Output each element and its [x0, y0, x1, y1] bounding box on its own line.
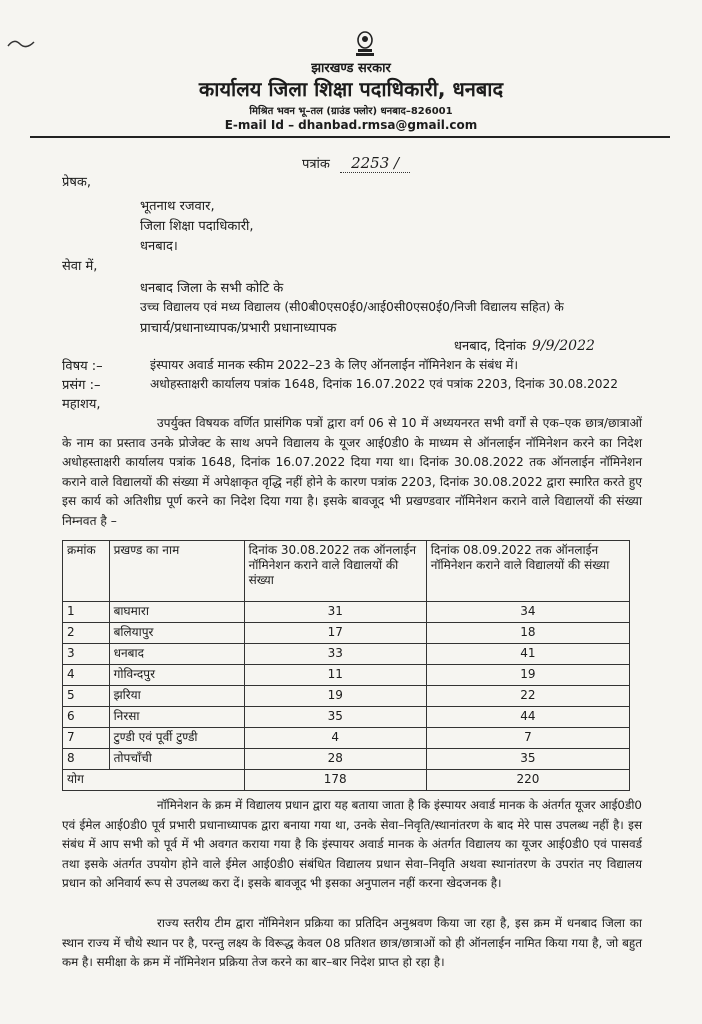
table-row [63, 623, 630, 644]
cell-serial: 1 [63, 602, 110, 623]
header-divider [30, 136, 670, 138]
total-label: योग [63, 770, 245, 791]
cell-serial: 8 [63, 749, 110, 770]
paragraph-3: राज्य स्तरीय टीम द्वारा नॉमिनेशन प्रक्रिया का प्रतिदिन अनुश्रवण किया जा रहा है, इस क्रम में धनबाद जिला का स्थान राज्य में चौथे स्थान पर है, परन्तु लक्ष्य के विरूद्ध केवल 08 प्रतिशत छात्र/छात्राओं को ही ऑनलाईन नामित किया गया है, जो बहुत कम है। समीक्षा के क्रम में नॉमिनेशन प्रक्रिया तेज करने का बार–बार निदेश प्राप्त हो रहा है। [62, 916, 642, 970]
cell-serial: 3 [63, 644, 110, 665]
cell-count-2: 44 [426, 707, 629, 728]
header-block-name: प्रखण्ड का नाम [109, 541, 244, 602]
subject-label: विषय :– [62, 359, 103, 374]
recipient-label: सेवा में, [62, 259, 98, 274]
letter-number-value: 2253 / [340, 154, 410, 173]
cell-block: धनबाद [109, 644, 244, 665]
table-row [63, 686, 630, 707]
cell-count-1: 28 [244, 749, 426, 770]
salutation: महाशय, [62, 397, 101, 412]
date-label: धनबाद, दिनांक [454, 339, 527, 354]
recipient-line-2: उच्च विद्यालय एवं मध्य विद्यालय (सी0बी0एस0ई0/आई0सी0एस0ई0/निजी विद्यालय सहित) के [140, 300, 564, 314]
office-email [0, 118, 702, 132]
cell-count-1: 33 [244, 644, 426, 665]
cell-block: निरसा [109, 707, 244, 728]
emblem-icon [352, 30, 378, 58]
cell-serial: 7 [63, 728, 110, 749]
table-row [63, 707, 630, 728]
cell-count-2: 18 [426, 623, 629, 644]
cell-count-2: 7 [426, 728, 629, 749]
cell-serial: 4 [63, 665, 110, 686]
table-total-row [63, 770, 630, 791]
header-count-30-08: दिनांक 30.08.2022 तक ऑनलाईन नॉमिनेशन कराने वाले विद्यालयों की संख्या [244, 541, 426, 602]
letter-number-label: पत्रांक [302, 157, 330, 172]
cell-block: गोविन्दपुर [109, 665, 244, 686]
cell-serial: 2 [63, 623, 110, 644]
cell-block: तोपचाँची [109, 749, 244, 770]
reference-label: प्रसंग :– [62, 378, 101, 393]
sender-designation: जिला शिक्षा पदाधिकारी, [140, 219, 254, 234]
table-row [63, 749, 630, 770]
header-count-08-09: दिनांक 08.09.2022 तक ऑनलाईन नॉमिनेशन कराने वाले विद्यालयों की संख्या [426, 541, 629, 602]
cell-count-2: 41 [426, 644, 629, 665]
office-title: कार्यालय जिला शिक्षा पदाधिकारी, धनबाद [198, 77, 504, 101]
cell-count-1: 31 [244, 602, 426, 623]
letter-date [454, 336, 595, 354]
office-address: मिश्रित भवन भू–तल (ग्राउंड फ्लोर) धनबाद–826001 [249, 106, 453, 117]
cell-block: झरिया [109, 686, 244, 707]
cell-serial: 5 [63, 686, 110, 707]
paragraph-2: नॉमिनेशन के क्रम में विद्यालय प्रधान द्वारा यह बताया जाता है कि इंस्पायर अवार्ड मानक के अंतर्गत यूजर आई0डी0 एवं ईमेल आई0डी0 पूर्व प्रभारी प्रधानाध्यापक द्वारा बनाया गया था, उनके सेवा–निवृति/स्थानांतरण के बाद मेरे पास उपलब्ध नहीं है। इस संबंध में आप सभी को पूर्व में भी अवगत कराया गया है कि इंस्पायर अवार्ड मानक के अंतर्गत विद्यालय का यूजर आई0डी0 एवं पासवर्ड तथा इसके अंतर्गत उपयोग होने वाले ईमेल आई0डी0 संबंधित विद्यालय प्रधान सेवा–निवृति अथवा स्थानांतरण के उपरांत नए विद्यालय प्रधान को अनिवार्य रूप से उपलब्ध करा दें। इसके बावजूद भी इसका अनुपालन नहीं करना खेदजनक है। [62, 798, 642, 891]
cell-count-1: 35 [244, 707, 426, 728]
cell-count-1: 17 [244, 623, 426, 644]
handwritten-mark-icon [6, 36, 36, 50]
table-row [63, 665, 630, 686]
table-row [63, 602, 630, 623]
subject-text: इंस्पायर अवार्ड मानक स्कीम 2022–23 के लिए ऑनलाईन नॉमिनेशन के संबंध में। [150, 357, 519, 372]
cell-serial: 6 [63, 707, 110, 728]
recipient-line-3: प्राचार्य/प्रधानाध्यापक/प्रभारी प्रधानाध्यापक [140, 321, 337, 336]
paragraph-1: उपर्युक्त विषयक वर्णित प्रासंगिक पत्रों द्वारा वर्ग 06 से 10 में अध्ययनरत सभी वर्गों से एक–एक छात्र/छात्राओं के नाम का प्रस्ताव उनके प्रोजेक्ट के साथ अपने विद्यालय के यूजर आई0डी0 के माध्यम से ऑनलाईन नॉमिनेशन करने का निदेश अधोहस्ताक्षरी कार्यालय पत्रांक 1648, दिनांक 16.07.2022 दिया गया था। दिनांक 30.08.2022 तक ऑनलाईन नॉमिनेशन कराने वाले विद्यालयों की संख्या में अपेक्षाकृत वृद्धि नहीं होने के कारण पत्रांक 2203, दिनांक 30.08.2022 द्वारा स्मारित करते हुए इस कार्य को अतिशीघ्र पूर्ण करने का निदेश दिया गया है। इसके बावजूद भी प्रखण्डवार नॉमिनेशन कराने वाले विद्यालयों की संख्या निम्नवत है – [62, 416, 642, 528]
reference-text: अधोहस्ताक्षरी कार्यालय पत्रांक 1648, दिनांक 16.07.2022 एवं पत्रांक 2203, दिनांक 30.08.2022 [150, 377, 618, 391]
cell-block: बलियापुर [109, 623, 244, 644]
total-count-2: 220 [426, 770, 629, 791]
cell-count-2: 34 [426, 602, 629, 623]
sender-name: भूतनाथ रजवार, [140, 199, 215, 214]
table-row [63, 644, 630, 665]
cell-count-1: 4 [244, 728, 426, 749]
cell-count-2: 35 [426, 749, 629, 770]
cell-count-2: 19 [426, 665, 629, 686]
cell-count-2: 22 [426, 686, 629, 707]
table-row [63, 728, 630, 749]
sender-label: प्रेषक, [62, 175, 92, 190]
recipient-line-1: धनबाद जिला के सभी कोटि के [140, 281, 284, 296]
header-serial: क्रमांक [63, 541, 110, 602]
block-nomination-table [62, 540, 630, 791]
government-name: झारखण्ड सरकार [311, 61, 391, 76]
cell-count-1: 11 [244, 665, 426, 686]
letter-number [302, 154, 410, 173]
table-header-row [63, 541, 630, 602]
email-label: E-mail Id – [224, 118, 295, 132]
sender-place: धनबाद। [140, 239, 178, 254]
date-value: 9/9/2022 [532, 338, 595, 354]
email-value: dhanbad.rmsa@gmail.com [298, 118, 478, 132]
cell-block: बाघमारा [109, 602, 244, 623]
cell-count-1: 19 [244, 686, 426, 707]
cell-block: टुण्डी एवं पूर्वी टुण्डी [109, 728, 244, 749]
total-count-1: 178 [244, 770, 426, 791]
